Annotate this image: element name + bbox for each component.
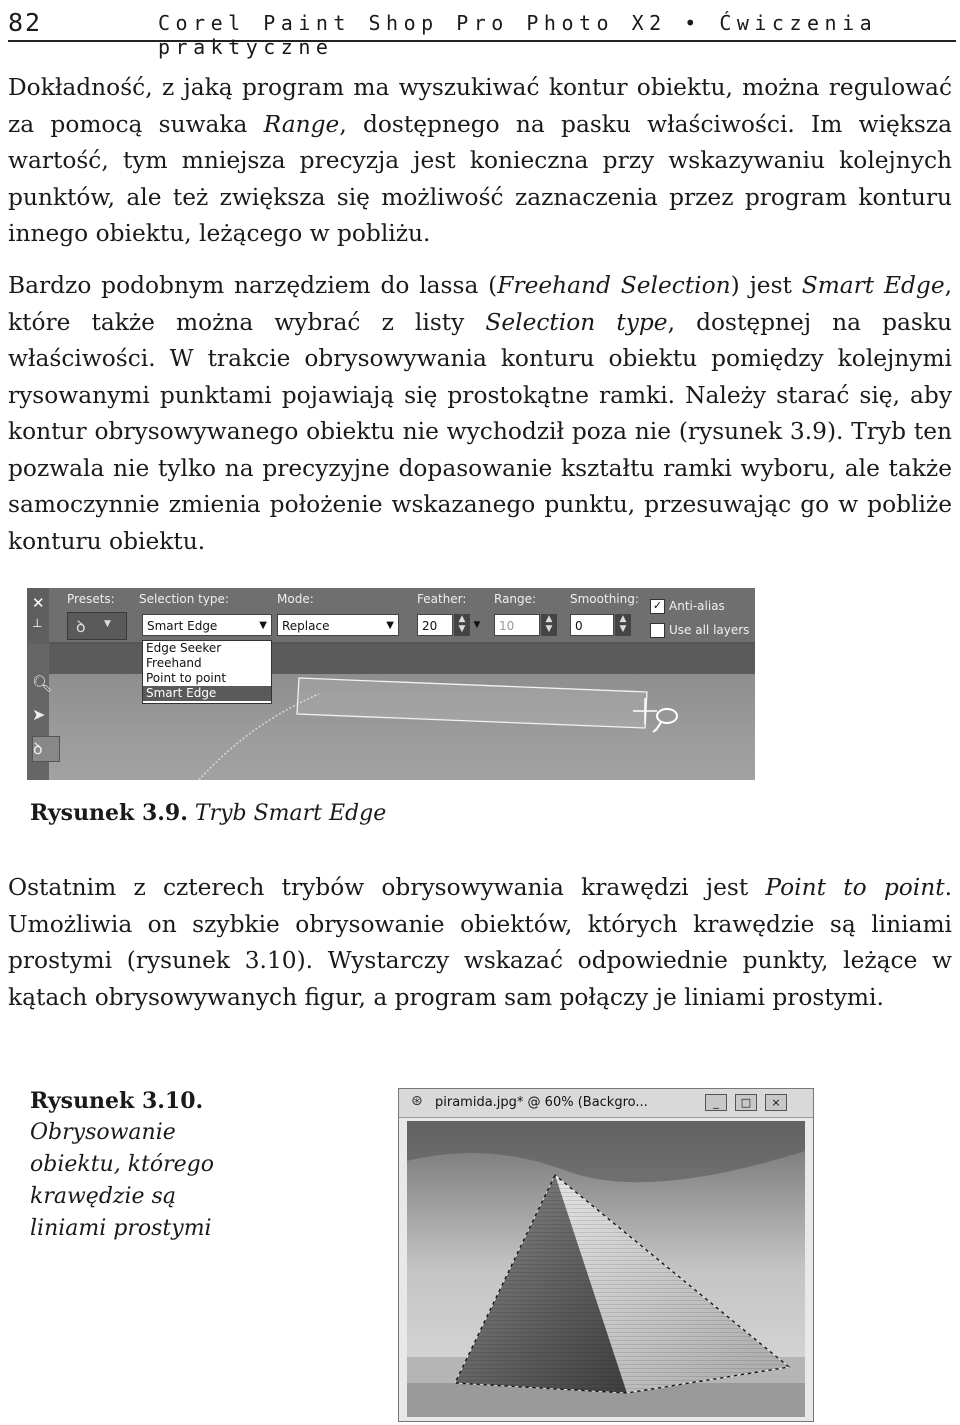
chevron-down-icon[interactable]: ▼ <box>472 614 482 636</box>
page-header <box>8 6 956 59</box>
crosshair-icon <box>633 696 683 736</box>
term-smart-edge: Smart Edge <box>801 272 945 299</box>
app-icon: ⊛ <box>411 1093 423 1109</box>
feather-spinner[interactable]: ▲ ▼ <box>454 614 470 636</box>
paragraph-range <box>8 70 952 253</box>
dropdown-option-selected[interactable]: Smart Edge <box>143 686 271 701</box>
page-number: 82 <box>8 8 43 37</box>
caption-text: Obrysowanie obiektu, którego krawędzie są liniami prostymi <box>30 1120 214 1241</box>
caption-number: Rysunek 3.9. <box>30 800 188 826</box>
term-range: Range <box>263 110 340 138</box>
chevron-down-icon: ▼ <box>259 620 267 631</box>
figure-3-9-caption <box>30 800 386 826</box>
text-run: Ostatnim z czterech trybów obrysowywania krawędzi jest <box>8 874 766 901</box>
window-title: piramida.jpg* @ 60% (Backgro... <box>435 1095 648 1110</box>
presets-label: Presets: <box>67 592 115 606</box>
pointer-icon[interactable]: ➤ <box>32 705 46 724</box>
mode-value: Replace <box>282 619 330 633</box>
smoothing-spinner[interactable]: ▲ ▼ <box>615 614 631 636</box>
text-run: , dostępnej na pasku właściwości. W trakcie obrysowywania konturu obiektu pomiędzy kolejnymi rysowanymi punktami pojawiają się prostokątne ramki. Należy starać się, aby kontur obrysowywanego obiektu nie wychodził poza nie (rysunek 3.9). Tryb ten pozwala nie tylko na precyzyjne dopasowanie kształtu ramki wyboru, ale także samoczynnie zmienia położenie wskazanego punktu, przesuwając go w pobliże konturu obiektu. <box>8 308 952 555</box>
text-run: , dostępnego na pasku właściwości. Im większa wartość, tym mniejsza precyzja jest konieczna przy wskazywaniu kolejnych punktów, ale też zwiększa się możliwość zaznaczenia przez program konturu innego obiektu, leżącego w pobliżu. <box>8 110 953 247</box>
dropdown-option[interactable]: Freehand <box>146 656 202 670</box>
window-titlebar[interactable] <box>399 1089 813 1118</box>
paragraph-smart-edge <box>8 268 952 560</box>
text-run: . Umożliwia on szybkie obrysowanie obiektów, których krawędzie są liniami prostymi (rysunek 3.10). Wystarczy wskazać odpowiednie punkty, leżące w kątach obrysowywanych figur, a program sam połączy je liniami prostymi. <box>8 874 953 1011</box>
dropdown-option[interactable]: Edge Seeker <box>146 641 222 655</box>
feather-value: 20 <box>422 619 438 633</box>
range-label: Range: <box>494 592 537 606</box>
caption-number: Rysunek 3.10. <box>30 1088 204 1114</box>
close-icon[interactable]: ✕ <box>32 594 45 612</box>
text-run: Dokładność, z jaką program ma wyszukiwać kontur obiektu, można regulować za pomocą suwaka <box>8 74 952 138</box>
caption-text: Tryb Smart Edge <box>194 801 387 826</box>
selection-type-value: Smart Edge <box>147 619 218 633</box>
selection-type-label: Selection type: <box>139 592 229 606</box>
selection-type-dropdown <box>142 640 272 704</box>
chevron-down-icon: ▼ <box>386 620 394 631</box>
zoom-icon[interactable]: 🔍︎ <box>32 674 53 693</box>
maximize-button[interactable]: □ <box>735 1094 757 1111</box>
text-run: , które także można wybrać z listy <box>8 272 953 336</box>
anti-alias-checkbox[interactable] <box>650 599 665 614</box>
figure-3-10-image-window <box>398 1088 814 1422</box>
text-run: ) jest <box>730 272 802 299</box>
presets-button[interactable] <box>67 612 127 640</box>
check-icon: ✓ <box>652 599 663 612</box>
smoothing-value: 0 <box>575 619 583 633</box>
tool-options-palette <box>27 588 755 644</box>
smoothing-label: Smoothing: <box>570 592 639 606</box>
minimize-button[interactable]: _ <box>705 1094 727 1111</box>
paragraph-point-to-point <box>8 870 952 1016</box>
dropdown-option[interactable]: Point to point <box>146 671 227 685</box>
mode-select[interactable] <box>277 614 399 636</box>
selection-type-select[interactable] <box>142 614 272 636</box>
use-all-layers-label: Use all layers <box>669 623 750 637</box>
chevron-down-icon: ▼ <box>104 619 111 629</box>
term-freehand-selection: Freehand Selection <box>497 272 731 299</box>
range-input[interactable] <box>494 614 540 636</box>
feather-label: Feather: <box>417 592 467 606</box>
smoothing-input[interactable] <box>570 614 614 636</box>
lasso-icon: ꝺ <box>76 617 86 636</box>
anti-alias-label: Anti-alias <box>669 599 725 613</box>
range-value: 10 <box>499 619 515 633</box>
term-selection-type: Selection type <box>485 308 668 336</box>
feather-input[interactable] <box>417 614 453 636</box>
pyramid-photo <box>407 1121 805 1417</box>
text-run: Bardzo podobnym narzędziem do lassa ( <box>8 272 498 299</box>
mode-label: Mode: <box>277 592 314 606</box>
term-point-to-point: Point to point <box>765 874 945 901</box>
pin-icon[interactable]: ⊥ <box>32 616 43 630</box>
range-spinner[interactable]: ▲ ▼ <box>541 614 557 636</box>
figure-3-9-screenshot <box>27 588 755 780</box>
close-button[interactable]: × <box>765 1094 787 1111</box>
figure-3-10-caption <box>30 1085 250 1245</box>
lasso-icon[interactable]: ꝺ <box>32 736 60 762</box>
use-all-layers-checkbox[interactable] <box>650 623 665 638</box>
running-title: Corel Paint Shop Pro Photo X2 • Ćwiczenia praktyczne <box>158 11 878 59</box>
